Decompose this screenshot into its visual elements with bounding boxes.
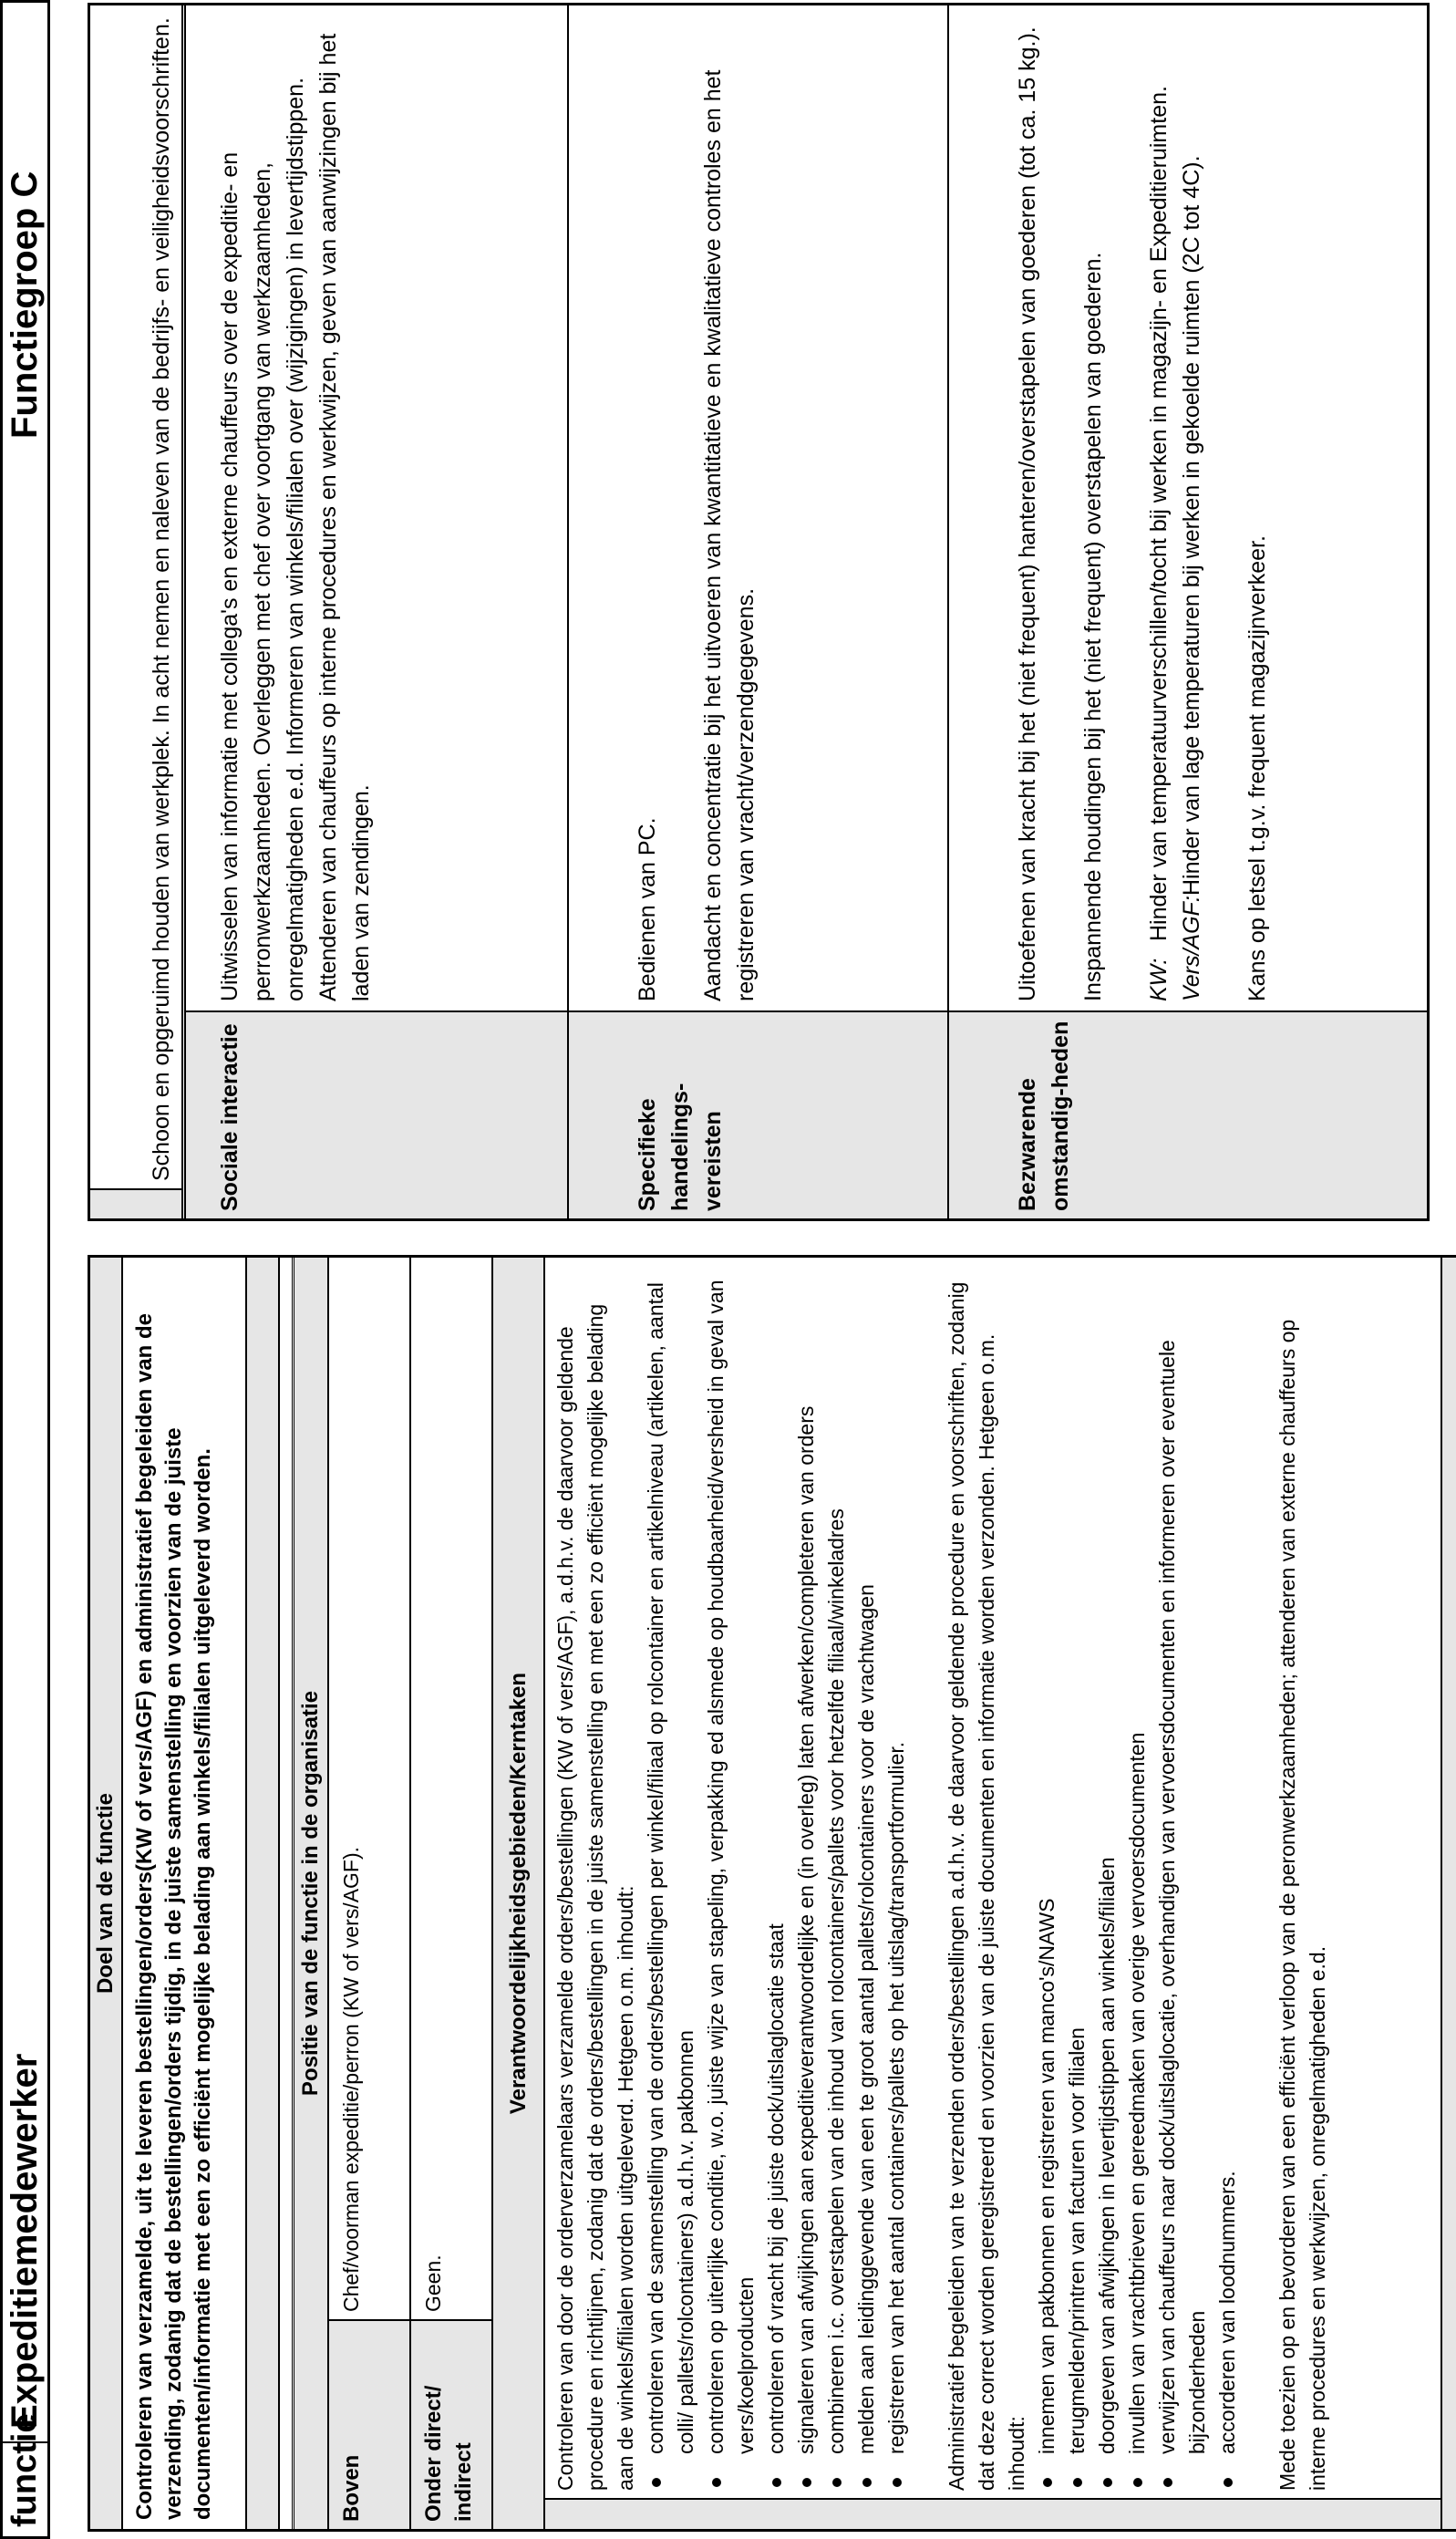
kw-text: Hinder van temperatuurverschillen/tocht bij werken in magazijn- en Expeditieruimten. bbox=[1146, 86, 1172, 941]
verantw-list-1 bbox=[641, 1267, 912, 2491]
doel-heading: Doel van de functie bbox=[90, 1258, 123, 2529]
bullet-icon bbox=[1224, 2478, 1233, 2487]
gray-strip bbox=[90, 1188, 181, 1218]
specifieke-label: Specifieke handelings-vereisten bbox=[569, 1010, 947, 1218]
bullet-icon bbox=[1043, 2478, 1052, 2487]
sociale-row bbox=[186, 5, 569, 1218]
list-item bbox=[1032, 1267, 1062, 2491]
bullet-icon bbox=[832, 2478, 842, 2487]
list-item bbox=[791, 1267, 821, 2491]
sociale-text: Uitwisselen van informatie met collega's en externe chauffeurs over de expeditie- en perronwerkzaamheden. Overleggen met chef over voortgang van werkzaamheden, onregelmatigheden e.d. Informeren van winkels/filialen over (wijzigingen) in levertijdstippen. Attenderen van chauffeurs op interne procedures en werkwijzen, geven van aanwijzingen bij het laden van zendingen. bbox=[217, 33, 374, 1001]
onder-value: Geen. bbox=[421, 2254, 445, 2312]
right-table bbox=[88, 3, 1430, 1221]
positie-heading: Positie van de functie in de organisatie bbox=[294, 1258, 329, 2529]
gap bbox=[1044, 15, 1077, 1001]
bullet-icon bbox=[1073, 2478, 1082, 2487]
header-label: functie bbox=[3, 2441, 47, 2536]
job-title: Expeditiemedewerker bbox=[5, 2053, 45, 2429]
bullet-icon bbox=[712, 2478, 721, 2487]
sociale-label: Sociale interactie bbox=[186, 1010, 567, 1218]
bullet-icon bbox=[802, 2478, 811, 2487]
list-item bbox=[1062, 1267, 1092, 2491]
gap bbox=[1243, 1267, 1273, 2491]
bezwarende-p1: Uitoefenen van kracht bij het (niet frequent) hanteren/overstapelen van goederen (tot ca. 15 kg.). bbox=[1015, 26, 1040, 1001]
gap bbox=[912, 1267, 942, 2491]
list-item-text: controleren of vracht bij de juiste dock/uitslaglocatie staat bbox=[764, 1923, 788, 2454]
list-item-text: verwijzen van chauffeurs naar dock/uitslaglocatie, overhandigen van vervoersdocumenten en informeren over eventuele bijzonderheden bbox=[1155, 1340, 1209, 2454]
list-item bbox=[1152, 1267, 1213, 2491]
left-table bbox=[88, 1255, 1456, 2532]
list-item-text: controleren van de samenstelling van de orders/bestellingen per winkel/filiaal op rolcontainer en artikelniveau (artikelen, aantal colli/ pallets/rolcontainers) a.d.h.v. pakbonnen bbox=[644, 1282, 697, 2454]
boven-value: Chef/voorman expeditie/perron (KW of vers/AGF). bbox=[339, 1846, 363, 2312]
list-item-text: combineren i.c. overstapelen van de inhoud van rolcontainers/pallets voor hetzelfde filiaal/winkeladres bbox=[824, 1508, 848, 2454]
gap bbox=[664, 15, 697, 1001]
vers-text: Hinder van lage temperaturen bij werken in gekoelde ruimten (2C tot 4C). bbox=[1179, 155, 1204, 896]
list-item bbox=[852, 1267, 882, 2491]
list-item-text: doorgeven van afwijkingen in levertijdstippen aan winkels/filialen bbox=[1095, 1857, 1119, 2454]
list-item bbox=[1122, 1267, 1152, 2491]
kw-key: KW: bbox=[1146, 958, 1172, 1001]
specifieke-p1: Bedienen van PC. bbox=[635, 817, 660, 1001]
list-item-text: melden aan leidinggevende van een te groot aantal pallets/rolcontainers voor de vrachtwagen bbox=[854, 1584, 878, 2454]
list-item-text: terugmelden/printren van facturen voor filialen bbox=[1065, 2027, 1089, 2454]
bezwarende-row bbox=[949, 5, 1427, 1218]
list-item-text: accorderen van loodnummers. bbox=[1215, 2171, 1239, 2454]
bullet-icon bbox=[1103, 2478, 1112, 2487]
bullet-icon bbox=[893, 2478, 902, 2487]
werkplek-row bbox=[90, 5, 186, 1218]
boven-row bbox=[329, 1258, 411, 2529]
list-item bbox=[761, 1267, 791, 2491]
list-item-text: innemen van pakbonnen en registreren van manco's/NAWS bbox=[1035, 1898, 1058, 2454]
footer-row bbox=[1442, 1258, 1456, 2529]
list-item-text: controleren op uiterlijke conditie, w.o. juiste wijze van stapeling, verpakking ed alsmede op houdbaarheid/versheid in geval van vers/koelproducten bbox=[704, 1280, 758, 2454]
kw-item bbox=[1142, 15, 1175, 1001]
header-bar bbox=[0, 0, 50, 2539]
onder-row bbox=[411, 1258, 493, 2529]
list-item-text: invullen van vrachtbrieven en gereedmaken van overige vervoersdocumenten bbox=[1125, 1732, 1149, 2454]
doel-text: Controleren van verzamelde, uit te leveren bestellingen/orders(KW of vers/AGF) en administratief begeleiden van de verzending, zodanig dat de bestellingen/orders tijdig, in de juiste samenstelling en voorzien van de juiste documenten/informatie met een zo efficiënt mogelijke belading aan winkels/filialen uitgeleverd worden. bbox=[123, 1258, 247, 2529]
list-item bbox=[1213, 1267, 1243, 2491]
specifieke-content bbox=[569, 5, 947, 1010]
bezwarende-p3: Kans op letsel t.g.v. frequent magazijnverkeer. bbox=[1244, 535, 1270, 1001]
list-item bbox=[641, 1267, 701, 2491]
werkplek-text: Schoon en opgeruimd houden van werkplek. In acht nemen en naleven van de bedrijfs- en veiligheidsvoorschriften. bbox=[149, 17, 174, 1181]
onder-label: Onder direct/ indirect bbox=[411, 2319, 491, 2529]
bullet-icon bbox=[772, 2478, 781, 2487]
bezwarende-label: Bezwarende omstandig-heden bbox=[949, 1010, 1427, 1218]
bullet-icon bbox=[1163, 2478, 1172, 2487]
verantw-row bbox=[545, 1258, 1442, 2529]
specifieke-p2: Aandacht en concentratie bij het uitvoeren van kwantitatieve en kwalitatieve controles en het registreren van vracht/verzendgegevens. bbox=[700, 69, 759, 1001]
bezwarende-p2: Inspannende houdingen bij het (niet frequent) overstapelen van goederen. bbox=[1080, 252, 1106, 1001]
verantw-intro-2: Administratief begeleiden van te verzenden orders/bestellingen a.d.h.v. de daarvoor geldende procedure en voorschriften, zodanig dat deze correct worden geregistreerd en voorzien van de juiste documenten en informatie worden verzonden. Hetgeen o.m. inhoudt: bbox=[945, 1281, 1028, 2491]
divider-row bbox=[280, 1258, 294, 2529]
list-item bbox=[1092, 1267, 1122, 2491]
gap bbox=[1110, 15, 1142, 1001]
vers-item bbox=[1175, 15, 1208, 1001]
list-item bbox=[882, 1267, 912, 2491]
vers-key: Vers/AGF: bbox=[1179, 896, 1204, 1001]
verantw-intro-1: Controleren van door de orderverzamelaars verzamelde orders/bestellingen (KW of vers/AGF), a.d.h.v. de daarvoor geldende procedure en richtlijnen, zodanig dat de orders/bestellingen in de juiste samenstelling en met een zo efficiënt mogelijke belading aan de winkels/filialen worden uitgeleverd. Hetgeen o.m. inhoudt: bbox=[553, 1303, 637, 2491]
gray-strip bbox=[545, 2498, 1441, 2529]
list-item bbox=[821, 1267, 852, 2491]
verantw-outro: Mede toezien op en bevorderen van een efficiënt verloop van de peronwerkzaamheden; attenderen van externe chauffeurs op interne procedures en werkwijzen, onregelmatigheden e.d. bbox=[1275, 1319, 1329, 2491]
specifieke-row bbox=[569, 5, 949, 1218]
verantw-list-2 bbox=[1032, 1267, 1243, 2491]
list-item bbox=[701, 1267, 761, 2491]
boven-label: Boven bbox=[329, 2319, 409, 2529]
gap bbox=[1208, 15, 1241, 1001]
job-group: Functiegroep C bbox=[5, 171, 45, 439]
bullet-icon bbox=[862, 2478, 872, 2487]
bezwarende-content bbox=[949, 5, 1427, 1010]
verantw-content bbox=[545, 1258, 1441, 2500]
list-item-text: registreren van het aantal containers/pallets op het uitslag/transportformulier. bbox=[884, 1741, 908, 2454]
bullet-icon bbox=[652, 2478, 661, 2487]
list-item-text: signaleren van afwijkingen aan expeditieverantwoordelijke en (in overleg) laten afwerken/completeren van orders bbox=[794, 1405, 818, 2454]
spacer-row bbox=[247, 1258, 280, 2529]
verantw-heading: Verantwoordelijkheidsgebieden/Kerntaken bbox=[493, 1258, 545, 2529]
bullet-icon bbox=[1133, 2478, 1142, 2487]
